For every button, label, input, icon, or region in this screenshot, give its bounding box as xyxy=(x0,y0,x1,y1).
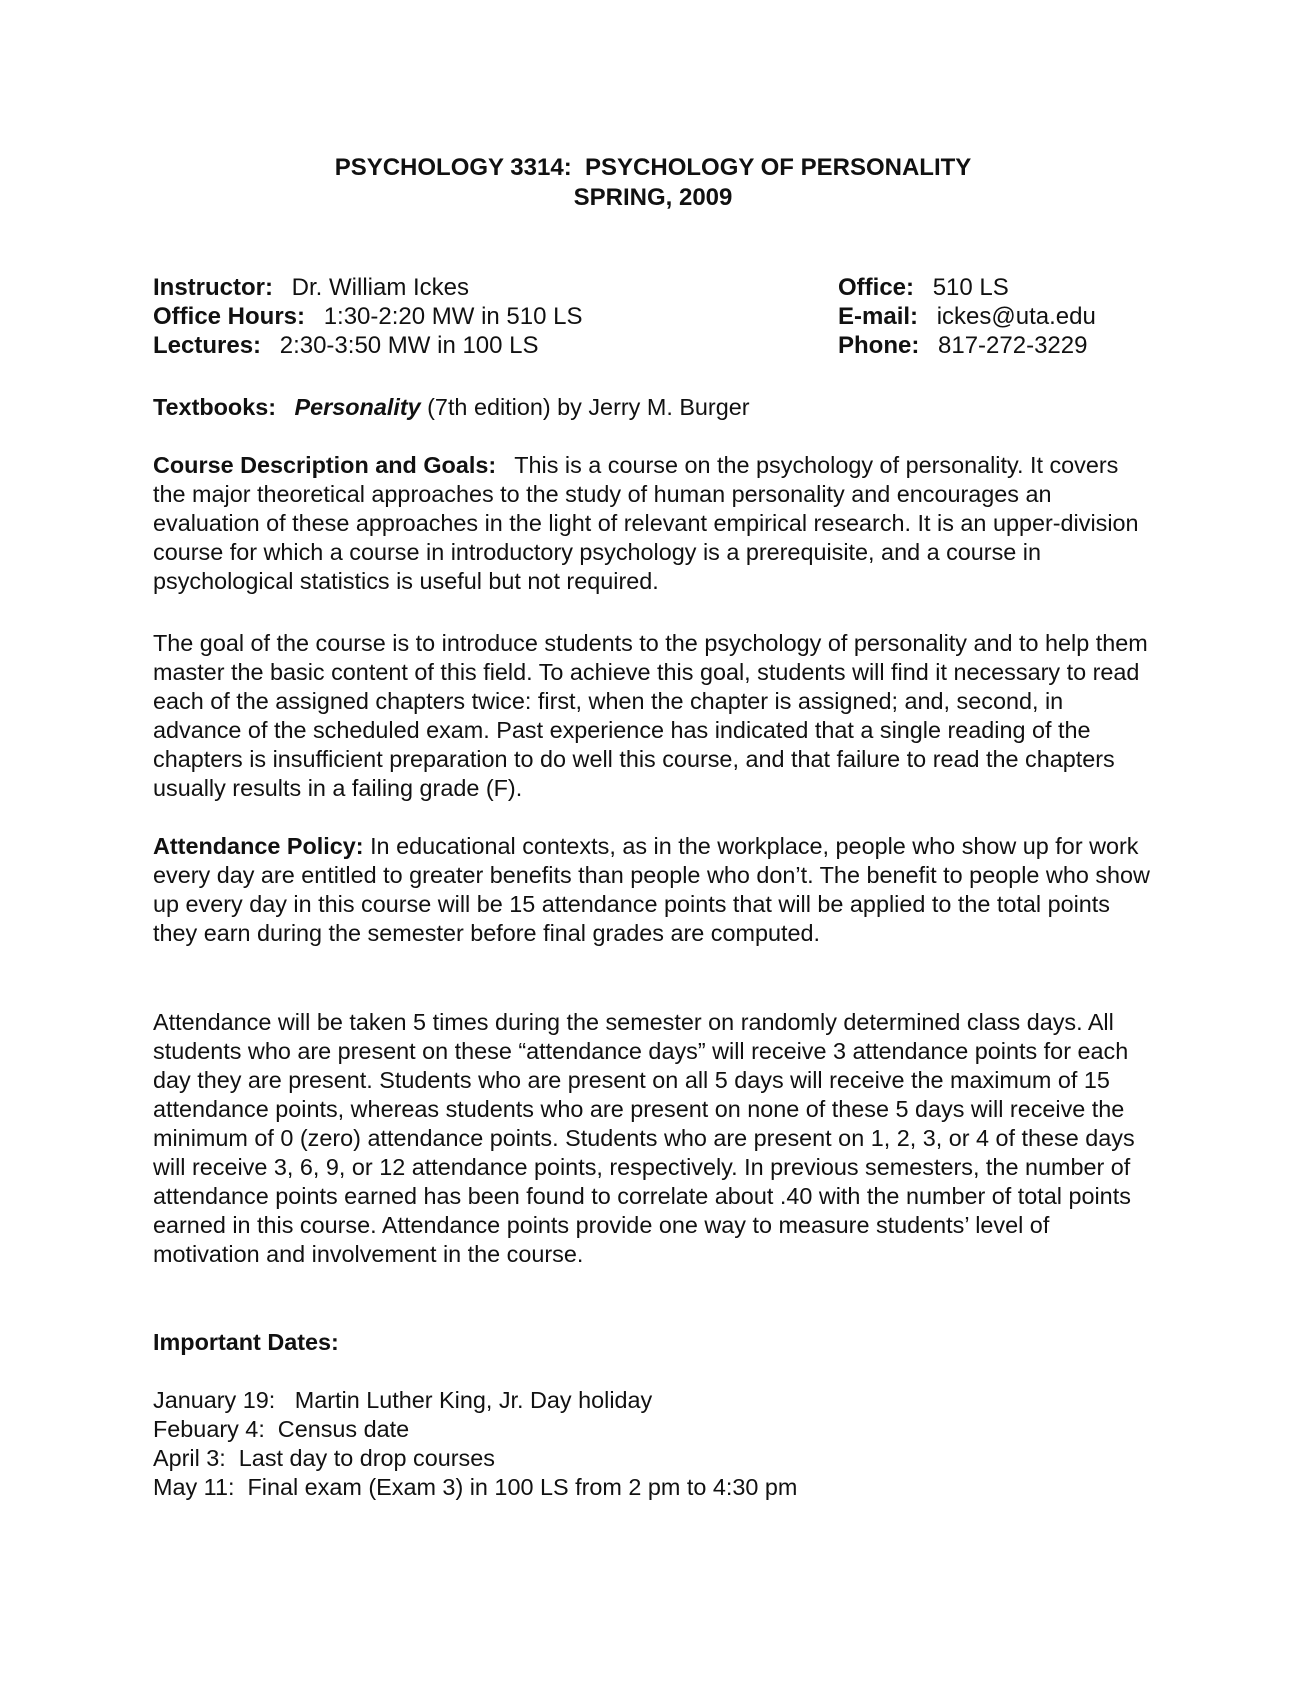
course-description xyxy=(153,451,1153,596)
description-text: This is a course on the psychology of personality. It covers the major theoretical approaches to the study of human personality and encourages an evaluation of these approaches in the light of relevant empirical research. It is an upper-division course for which a course in introductory psychology is a prerequisite, and a course in psychological statistics is useful but not required. xyxy=(153,452,1139,594)
instructor-info xyxy=(153,273,583,360)
course-title: PSYCHOLOGY 3314: PSYCHOLOGY OF PERSONALITY xyxy=(334,154,972,181)
lectures-value: 2:30-3:50 MW in 100 LS xyxy=(279,332,539,359)
office-label: Office: xyxy=(838,274,915,301)
date-item: April 3: Last day to drop courses xyxy=(153,1445,495,1471)
goal-text: The goal of the course is to introduce students to the psychology of personality and to help them master the basic content of this field. To achieve this goal, students will find it necessary to read each of the assigned chapters twice: first, when the chapter is assigned; and, second, in advance of the scheduled exam. Past experience has indicated that a single reading of the chapters is insufficient preparation to do well this course, and that failure to read the chapters usually results in a failing grade (F). xyxy=(153,630,1148,801)
attendance-details xyxy=(153,1008,1153,1269)
attendance-label: Attendance Policy: xyxy=(153,833,364,859)
date-item: January 19: Martin Luther King, Jr. Day holiday xyxy=(153,1387,653,1413)
lectures-row xyxy=(153,331,583,360)
course-goal xyxy=(153,629,1153,803)
date-item: Febuary 4: Census date xyxy=(153,1416,410,1442)
email-value: ickes@uta.edu xyxy=(936,303,1096,330)
contact-info xyxy=(838,273,1096,360)
description-label: Course Description and Goals: xyxy=(153,452,497,478)
date-item: May 11: Final exam (Exam 3) in 100 LS from 2 pm to 4:30 pm xyxy=(153,1474,798,1500)
instructor-label: Instructor: xyxy=(153,274,273,301)
lectures-label: Lectures: xyxy=(153,332,262,359)
important-dates-heading: Important Dates: xyxy=(153,1329,339,1355)
instructor-row xyxy=(153,273,583,302)
textbook-details: (7th edition) by Jerry M. Burger xyxy=(427,394,750,420)
textbook-title: Personality xyxy=(294,394,421,420)
semester-title: SPRING, 2009 xyxy=(573,184,733,211)
phone-value: 817-272-3229 xyxy=(938,332,1088,359)
office-row xyxy=(838,273,1096,302)
office-value: 510 LS xyxy=(932,274,1009,301)
office-hours-row xyxy=(153,302,583,331)
email-label: E-mail: xyxy=(838,303,919,330)
textbooks-label: Textbooks: xyxy=(153,394,277,420)
attendance-text: In educational contexts, as in the workplace, people who show up for work every day are entitled to greater benefits than people who don’t. The benefit to people who show up every day in this course will be 15 attendance points that will be applied to the total points they earn during the semester before final grades are computed. xyxy=(153,833,1150,946)
attendance-details-text: Attendance will be taken 5 times during the semester on randomly determined class days. All students who are present on these “attendance days” will receive 3 attendance points for each day they are present. Students who are present on all 5 days will receive the maximum of 15 attendance points, whereas students who are present on none of these 5 days will receive the minimum of 0 (zero) attendance points. Students who are present on 1, 2, 3, or 4 of these days will receive 3, 6, 9, or 12 attendance points, respectively. In previous semesters, the number of attendance points earned has been found to correlate about .40 with the number of total points earned in this course. Attendance points provide one way to measure students’ level of motivation and involvement in the course. xyxy=(153,1009,1135,1267)
phone-label: Phone: xyxy=(838,332,920,359)
phone-row xyxy=(838,331,1096,360)
office-hours-label: Office Hours: xyxy=(153,303,306,330)
important-dates-list xyxy=(153,1386,1153,1502)
office-hours-value: 1:30-2:20 MW in 510 LS xyxy=(323,303,583,330)
instructor-value: Dr. William Ickes xyxy=(291,274,470,301)
textbooks-line xyxy=(153,393,1153,422)
email-row xyxy=(838,302,1096,331)
attendance-policy xyxy=(153,832,1153,948)
